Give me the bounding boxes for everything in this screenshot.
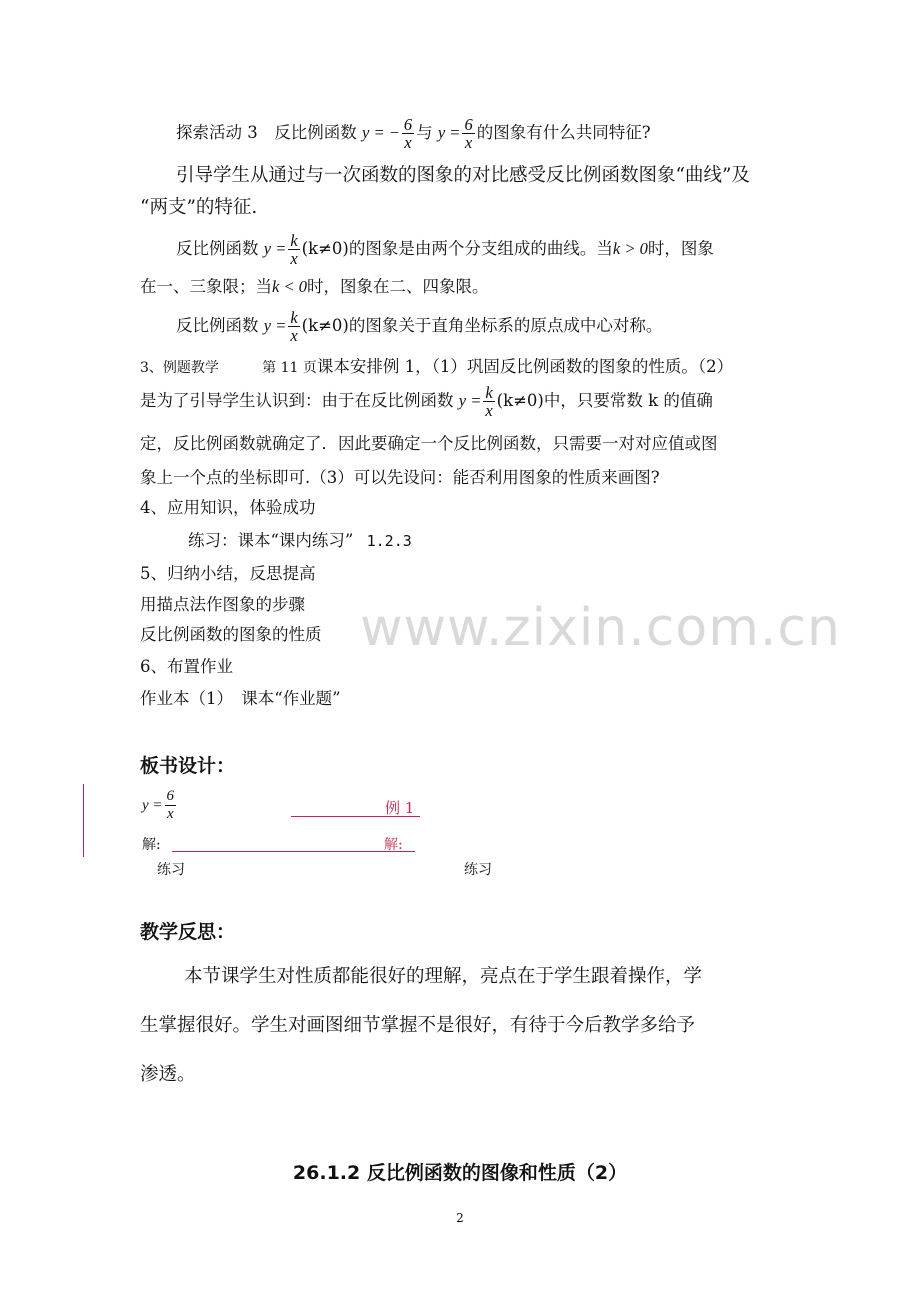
board-equation <box>142 788 178 823</box>
activity-eq2-frac <box>462 116 474 151</box>
frac-denominator: x <box>464 133 473 152</box>
prop1-line2 <box>140 276 488 298</box>
board-practice-right: 练习 <box>464 862 492 878</box>
prop2-tail: (k≠0)的图象关于直角坐标系的原点成中心对称。 <box>301 316 663 335</box>
example-line2-a: 是为了引导学生认识到：由于在反比例函数 <box>140 391 454 410</box>
frac-denominator: x <box>290 249 298 268</box>
prop1-line2-b: 时，图象在二、四象限。 <box>306 277 489 296</box>
activity-mid: 与 <box>416 123 433 142</box>
guide-line2: “两支”的特征. <box>140 197 258 218</box>
reflection-line3: 渗透。 <box>140 1064 196 1085</box>
reflection-line2: 生掌握很好。学生对画图细节掌握不是很好，有待于今后教学多给予 <box>140 1015 696 1036</box>
prop1-tail: 时，图象 <box>647 239 714 258</box>
board-practice-left: 练习 <box>157 862 185 878</box>
next-section-title: 26.1.2 反比例函数的图像和性质（2） <box>292 1162 628 1184</box>
frac-numerator: k <box>290 231 298 250</box>
example-line3: 定，反比例函数就确定了．因此要确定一个反比例函数，只需要一对对应值或图 <box>140 434 718 453</box>
frac-denominator: x <box>485 401 493 420</box>
frac-numerator: 6 <box>166 788 175 804</box>
prop1-prefix: 反比例函数 <box>176 239 259 258</box>
board-solve-left: 解: <box>142 837 161 853</box>
prop1-cond: (k≠0)的图象是由两个分支组成的曲线。当 <box>301 239 613 258</box>
board-left-border <box>83 784 84 857</box>
activity-prefix: 探索活动 3 反比例函数 <box>176 123 357 142</box>
activity-eq1-frac <box>402 116 414 151</box>
prop2-line <box>176 309 662 344</box>
homework-title: 6、布置作业 <box>140 657 233 676</box>
guide-line1: 引导学生从通过与一次函数的图象的对比感受反比例函数图象“曲线”及 <box>176 165 750 186</box>
frac-denominator: x <box>404 133 412 152</box>
board-eq-lhs: y = <box>142 797 163 814</box>
page-number: 2 <box>456 1211 464 1225</box>
watermark: www.zixin.com.cn <box>360 598 841 658</box>
prop1-k-lt: k < 0 <box>272 277 307 296</box>
practice-nums: 1.2.3 <box>366 532 412 550</box>
board-solve-underline <box>172 851 415 852</box>
prop1-line2-a: 在一、三象限；当 <box>140 277 272 296</box>
prop1-frac <box>288 232 299 267</box>
activity-eq1-lhs: y = − <box>362 123 400 142</box>
summary-item2: 反比例函数的图象的性质 <box>140 625 322 644</box>
frac-numerator: k <box>290 308 298 327</box>
frac-denominator: x <box>166 806 174 822</box>
reflection-heading: 教学反思： <box>140 921 236 943</box>
prop1-k-gt: k > 0 <box>612 239 648 258</box>
reflection-line1: 本节课学生对性质都能很好的理解，亮点在于学生跟着操作，学 <box>184 966 703 987</box>
homework-item: 作业本（1） 课本“作业题” <box>140 689 341 708</box>
practice-label: 练习：课本“课内练习” <box>188 531 354 550</box>
prop2-prefix: 反比例函数 <box>176 316 259 335</box>
prop2-eq-lhs: y = <box>263 316 287 335</box>
frac-numerator: 6 <box>403 115 413 134</box>
example-line2 <box>140 384 713 419</box>
example-frac <box>483 384 494 419</box>
board-example-label: 例 1 <box>385 799 415 817</box>
prop1-eq-lhs: y = <box>263 239 287 258</box>
example-label: 3、例题教学 <box>140 360 219 376</box>
summary-title: 5、归纳小结，反思提高 <box>140 564 316 583</box>
example-line4: 象上一个点的坐标即可.（3）可以先设问：能否利用图象的性质来画图? <box>140 468 660 487</box>
prop2-frac <box>288 309 299 344</box>
board-frac <box>165 788 177 823</box>
example-line1 <box>140 356 733 379</box>
apply-title: 4、应用知识，体验成功 <box>140 498 316 517</box>
practice-line <box>188 530 412 552</box>
frac-denominator: x <box>290 326 298 345</box>
example-eq-lhs: y = <box>458 391 482 410</box>
frac-numerator: 6 <box>464 115 473 134</box>
frac-numerator: k <box>485 383 493 402</box>
board-heading: 板书设计： <box>140 755 236 777</box>
example-line2-b: (k≠0)中，只要常数 k 的值确 <box>496 391 713 410</box>
prop1-line1 <box>176 232 714 267</box>
activity-eq2-lhs: y = <box>437 123 461 142</box>
activity-suffix: 的图象有什么共同特征? <box>476 123 651 142</box>
board-solve-right: 解: <box>384 837 403 853</box>
example-text1: 课本安排例 1，（1）巩固反比例函数的图象的性质。（2） <box>316 357 734 376</box>
activity-line <box>176 116 651 151</box>
summary-item1: 用描点法作图象的步骤 <box>140 595 305 614</box>
example-page: 第 11 页 <box>262 360 317 376</box>
